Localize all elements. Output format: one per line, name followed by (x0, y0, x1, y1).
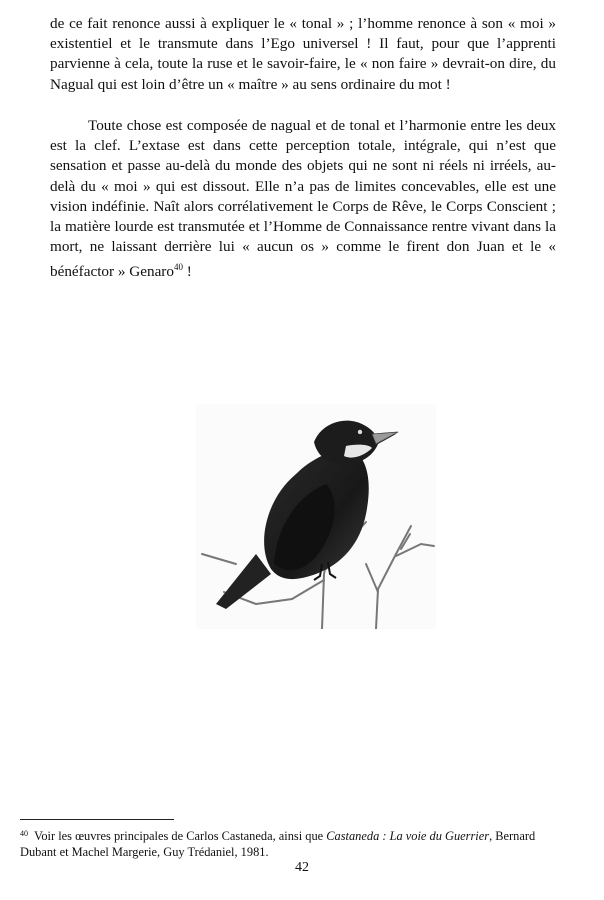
crow-illustration (196, 404, 436, 629)
page-number: 42 (295, 860, 309, 875)
footnote-separator (20, 819, 174, 820)
footnote-ref[interactable]: 40 (173, 262, 183, 273)
footnote-40: $^{40}$ Voir les œuvres principales de Carlos Castaneda, ainsi que Castaneda : La voie du Guerrier, Bernard Dubant et Machel Margerie, Guy Trédaniel, 1981. (20, 829, 536, 859)
footnote-title: Castaneda : La voie du Guerrier (326, 829, 490, 843)
paragraph-2: Toute chose est composée de nagual et de tonal et l’harmonie entre les deux est la clef. L’extase est dans cette perception totale, intégrale, qui n’est que sensation et passe au-delà du monde des objets qui ne sont ni réels ni irréels, au-delà du « moi » qui est dissout. Elle n’a pas de limites concevables, elle est une vision indéfinie. Naît alors corrélativement le Corps de Rêve, le Corps Conscient ; la matière lourde est transmutée et l’Homme de Connaissance rentre vivant dans la mort, ne laissant derrière lui « aucun os » comme le firent don Juan et le « bénéfactor » Genaro$^{40}$ ! (50, 117, 556, 281)
paragraph-1: de ce fait renonce aussi à expliquer le « tonal » ; l’homme renonce à son « moi » existentiel et le transmute dans l’Ego universel ! Il faut, pour que l’apprenti parvienne à cela, toute la ruse et le savoir-faire, le « non faire » devrait-on dire, du Nagual qui est loin d’être un « maître » au sens ordinaire du mot ! (50, 15, 556, 93)
footnote-number: 40 (20, 829, 28, 838)
